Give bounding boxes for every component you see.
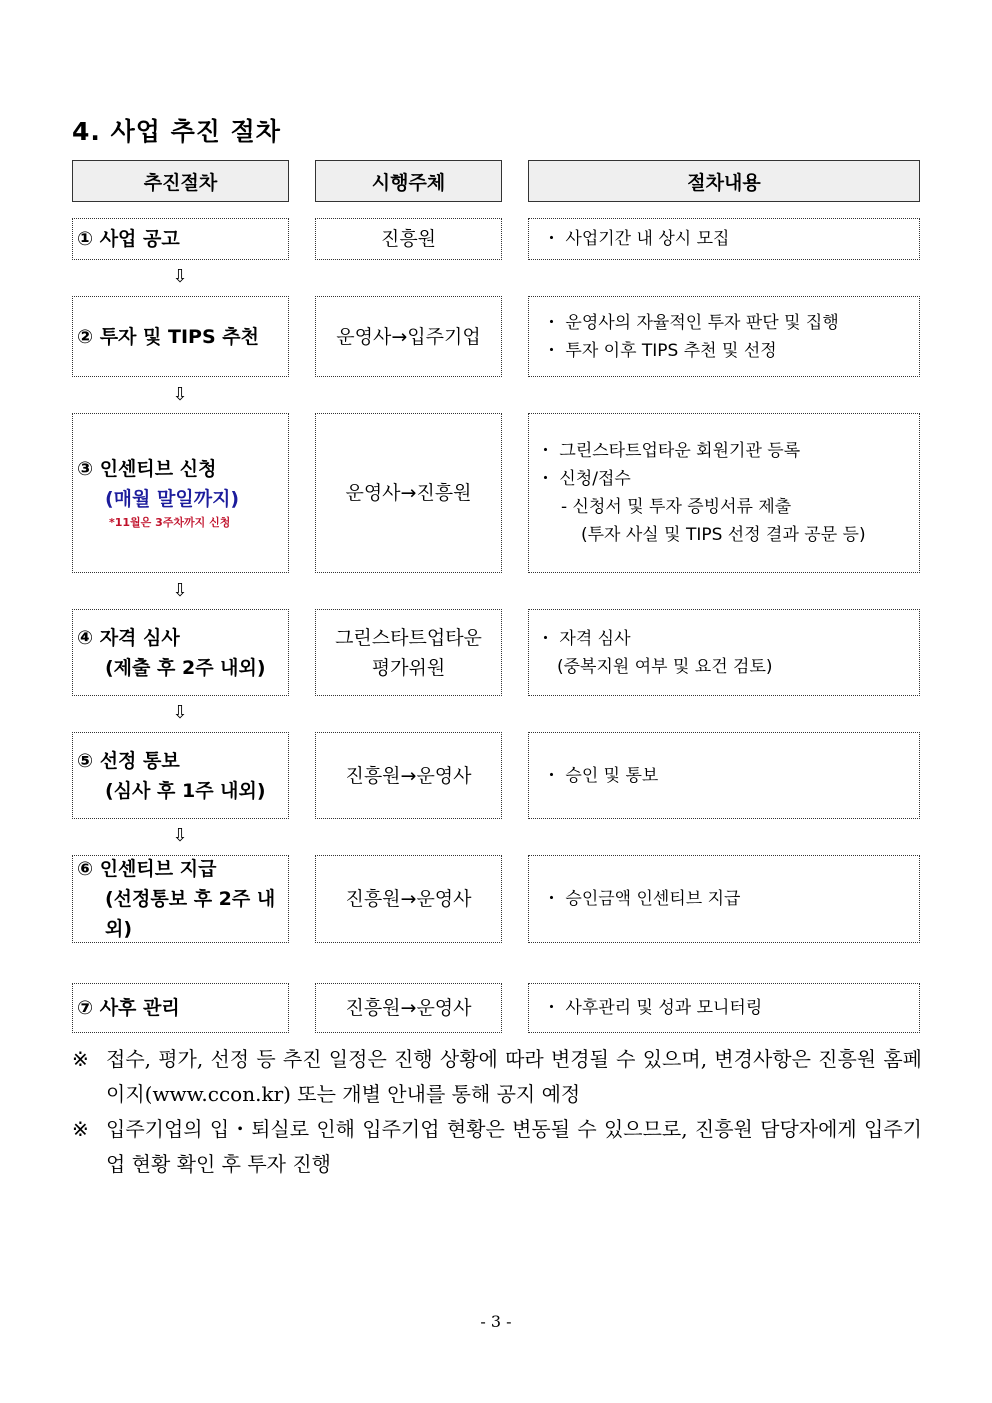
note-item (72, 1112, 922, 1182)
note-text: 입주기업의 입・퇴실로 인해 입주기업 현황은 변동될 수 있으므로, 진흥원 담당자에게 입주기업 현황 확인 후 투자 진행 (106, 1117, 922, 1176)
step-label: ④ 자격 심사 (77, 626, 180, 649)
step-label: ⑦ 사후 관리 (77, 997, 180, 1019)
header-actor: 시행주체 (315, 160, 502, 202)
header-content: 절차내용 (528, 160, 920, 202)
down-arrow-icon: ⇩ (172, 702, 188, 723)
note-item (72, 1042, 922, 1112)
content-line: ・ 사업기간 내 상시 모집 (543, 229, 730, 249)
content-line: ・ 그린스타트업타운 회원기관 등록 (537, 441, 801, 461)
step-3-label (72, 413, 289, 573)
step-6-content (528, 855, 920, 943)
actor-line: 운영사→입주기업 (336, 325, 481, 348)
step-5-content (528, 732, 920, 819)
content-line: ・ 사후관리 및 성과 모니터링 (543, 998, 763, 1018)
content-line: ・ 승인 및 통보 (543, 765, 659, 786)
step-2-content (528, 296, 920, 377)
down-arrow-icon: ⇩ (172, 825, 188, 846)
step-2-label (72, 296, 289, 377)
actor-line: 그린스타트업타운 (335, 626, 482, 649)
step-2-actor (315, 296, 502, 377)
reference-mark-icon: ※ (72, 1047, 89, 1071)
step-5-label (72, 732, 289, 819)
step-1-actor (315, 218, 502, 260)
notes (72, 1042, 922, 1182)
down-arrow-icon: ⇩ (172, 384, 188, 405)
section-title: 4. 사업 추진 절차 (72, 117, 281, 146)
page-number: - 3 - (480, 1312, 512, 1331)
content-line: ・ 승인금액 인센티브 지급 (543, 889, 741, 909)
content-line: ・ 운영사의 자율적인 투자 판단 및 집행 (543, 312, 839, 333)
actor-line: 진흥원→운영사 (345, 997, 472, 1019)
step-1-label (72, 218, 289, 260)
note-text: 접수, 평가, 선정 등 추진 일정은 진행 상황에 따라 변경될 수 있으며, 변경사항은 진흥원 홈페이지(www.ccon.kr) 또는 개별 안내를 통해 공지 예정 (106, 1047, 922, 1106)
step-6-actor (315, 855, 502, 943)
step-1-content (528, 218, 920, 260)
content-line: ・ 신청/접수 (537, 469, 631, 489)
step-label: ⑤ 선정 통보 (77, 749, 180, 772)
actor-line: 평가위원 (371, 656, 446, 679)
step-label: ③ 인센티브 신청 (77, 458, 217, 480)
step-3-content (528, 413, 920, 573)
header-step: 추진절차 (72, 160, 289, 202)
step-3-actor (315, 413, 502, 573)
step-5-actor (315, 732, 502, 819)
step-sub-label: (선정통보 후 2주 내외) (105, 888, 276, 940)
step-label: ② 투자 및 TIPS 추천 (77, 325, 259, 348)
content-line: ・ 투자 이후 TIPS 추천 및 선정 (543, 340, 777, 361)
step-sub-label: (제출 후 2주 내외) (105, 656, 266, 679)
step-4-content (528, 609, 920, 696)
actor-line: 운영사→진흥원 (345, 482, 472, 504)
step-note: *11월은 3주차까지 신청 (109, 516, 231, 529)
step-4-label (72, 609, 289, 696)
actor-line: 진흥원→운영사 (345, 764, 472, 787)
down-arrow-icon: ⇩ (172, 266, 188, 287)
step-7-actor (315, 983, 502, 1033)
step-sub-label: (심사 후 1주 내외) (105, 779, 266, 802)
step-7-label (72, 983, 289, 1033)
step-sub-label: (매월 말일까지) (105, 488, 240, 510)
step-label: ⑥ 인센티브 지급 (77, 858, 217, 880)
down-arrow-icon: ⇩ (172, 580, 188, 601)
actor-line: 진흥원 (380, 228, 437, 250)
actor-line: 진흥원→운영사 (345, 888, 472, 910)
content-line: (투자 사실 및 TIPS 선정 결과 공문 등) (581, 525, 866, 545)
step-4-actor (315, 609, 502, 696)
step-6-label (72, 855, 289, 943)
content-line: ・ 자격 심사 (537, 628, 631, 649)
step-7-content (528, 983, 920, 1033)
content-line: (중복지원 여부 및 요건 검토) (557, 656, 773, 677)
content-line: - 신청서 및 투자 증빙서류 제출 (561, 497, 792, 517)
reference-mark-icon: ※ (72, 1117, 89, 1141)
step-label: ① 사업 공고 (77, 228, 180, 250)
